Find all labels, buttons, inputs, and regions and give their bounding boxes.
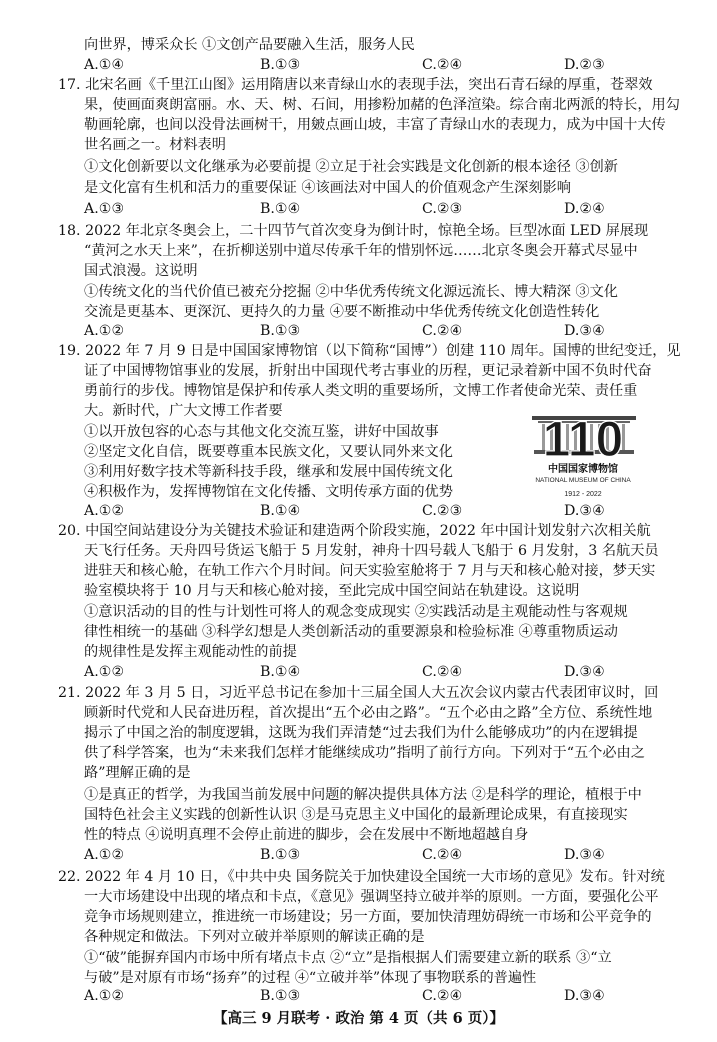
question-stem-line: 20. 中国空间站建设分为关键技术验证和建造两个阶段实施，2022 年中国计划发射六次相关航	[58, 523, 651, 539]
question-stem-line: 世名画之一。材料表明	[84, 137, 226, 153]
answer-options	[84, 987, 684, 1005]
page-footer: 【高三 9 月联考 · 政治 第 4 页（共 6 页）】	[213, 1010, 504, 1027]
option-d: D.②④	[564, 201, 605, 217]
option-b: B.①④	[260, 503, 301, 519]
anniversary-number: 110	[542, 411, 624, 467]
question-stem-line: 大。新时代，广大文博工作者要	[84, 403, 283, 419]
option-b: B.①④	[260, 664, 301, 680]
question-choice-line: 律性相统一的基础 ③科学幻想是人类创新活动的重要源泉和检验标准 ④尊重物质运动	[84, 624, 618, 640]
option-b: B.①④	[260, 201, 301, 217]
museum-cn-name: 中国国家博物馆	[548, 464, 618, 475]
option-d: D.③④	[564, 503, 605, 519]
prev-question-tail: 向世界，博采众长 ①文创产品要融入生活，服务人民	[84, 37, 415, 53]
option-b: B.①③	[260, 57, 301, 73]
question-stem-line: 供了科学答案，也为“未来我们怎样才能继续成功”指明了前行方向。下列对于“五个必由之	[84, 745, 645, 761]
option-c: C.②③	[422, 503, 463, 519]
museum-en-name: NATIONAL MUSEUM OF CHINA	[535, 477, 631, 484]
option-a: A.①②	[84, 988, 125, 1004]
question-choice-line: 与破”是对原有市场“扬弃”的过程 ④“立破并举”体现了事物联系的普遍性	[84, 970, 537, 986]
option-d: D.③④	[564, 323, 605, 339]
question-choice-line: ①是真正的哲学，为我国当前发展中问题的解决提供具体方法 ②是科学的理论，植根于中	[84, 787, 642, 803]
question-stem-line: 各种规定和做法。下列对立破并举原则的解读正确的是	[84, 929, 425, 945]
question-stem-line: 验室模块将于 10 月与天和核心舱对接，至此完成中国空间站在轨建设。这说明	[84, 583, 580, 599]
question-stem-line: 竞争市场规则建立，推进统一市场建设；另一方面，要加快清理妨碍统一市场和公平竞争的	[84, 909, 652, 925]
question-stem-line: 19. 2022 年 7 月 9 日是中国国家博物馆（以下简称“国博”）创建 110 周年。国博的世纪变迁，见	[58, 343, 681, 359]
answer-options	[84, 846, 684, 864]
question-stem-line: 勇前行的步伐。博物馆是保护和传承人类文明的重要场所，文博工作者使命光荣、责任重	[84, 383, 638, 399]
question-choice-line: ①以开放包容的心态与其他文化交流互鉴，讲好中国故事	[84, 424, 439, 440]
question-choice-line: ②坚定文化自信，既要尊重本民族文化，又要认同外来文化	[84, 444, 453, 460]
question-choice-line: 国特色社会主义实践的创新性认识 ③是马克思主义中国化的最新理论成果，有直接现实	[84, 807, 628, 823]
museum-years: 1912 - 2022	[564, 491, 602, 498]
question-stem-line: 顾新时代党和人民奋进历程，首次提出“五个必由之路”。“五个必由之路”全方位、系统性地	[84, 705, 653, 721]
question-stem-line: 路”理解正确的是	[84, 765, 191, 781]
answer-options	[84, 322, 684, 340]
option-c: C.②④	[422, 57, 463, 73]
question-stem-line: 17. 北宋名画《千里江山图》运用隋唐以来青绿山水的表现手法，突出石青石绿的厚重，苍翠效	[58, 77, 653, 93]
option-a: A.①②	[84, 847, 125, 863]
question-stem-line: “黄河之水天上来”，在折柳送别中道尽传承千年的惜别怀远……北京冬奥会开幕式尽显中	[84, 243, 638, 259]
answer-options	[84, 502, 684, 520]
option-c: C.②④	[422, 847, 463, 863]
question-choice-line: ④积极作为，发挥博物馆在文化传播、文明传承方面的优势	[84, 484, 453, 500]
question-stem-line: 天飞行任务。天舟四号货运飞船于 5 月发射，神舟十四号载人飞船于 6 月发射，3 名航天员	[84, 543, 659, 559]
question-choice-line: ①“破”能摒弃国内市场中所有堵点卡点 ②“立”是指根据人们需要建立新的联系 ③“立	[84, 950, 612, 966]
option-c: C.②④	[422, 988, 463, 1004]
question-stem-line: 揭示了中国之治的制度逻辑，这既为我们弄清楚“过去我们为什么能够成功”的内在逻辑提	[84, 725, 638, 741]
question-choice-line: 性的特点 ④说明真理不会停止前进的脚步，会在发展中不断地超越自身	[84, 827, 529, 843]
question-choice-line: ①传统文化的当代价值已被充分挖掘 ②中华优秀传统文化源远流长、博大精深 ③文化	[84, 284, 618, 300]
option-a: A.①③	[84, 201, 125, 217]
question-stem-line: 国式浪漫。这说明	[84, 263, 198, 279]
option-d: D.②③	[564, 57, 605, 73]
question-choice-line: 的规律性是发挥主观能动性的前提	[84, 644, 297, 660]
option-d: D.③④	[564, 988, 605, 1004]
option-a: A.①④	[84, 57, 125, 73]
prev-question-options	[84, 56, 684, 74]
question-stem-line: 一大市场建设中出现的堵点和卡点，《意见》强调坚持立破并举的原则。一方面，要强化公平	[84, 889, 659, 905]
question-choice-line: ③利用好数字技术等新科技手段，继承和发展中国传统文化	[84, 464, 453, 480]
option-a: A.①②	[84, 503, 125, 519]
option-d: D.③④	[564, 847, 605, 863]
question-stem-line: 22. 2022 年 4 月 10 日，《中共中央 国务院关于加快建设全国统一大市场的意见》发布。针对统	[58, 869, 665, 885]
question-stem-line: 证了中国博物馆事业的发展，折射出中国现代考古事业的历程，更记录着新中国不负时代奋	[84, 363, 652, 379]
answer-options	[84, 663, 684, 681]
option-c: C.②③	[422, 201, 463, 217]
option-a: A.①②	[84, 664, 125, 680]
option-b: B.①③	[260, 323, 301, 339]
option-b: B.①③	[260, 988, 301, 1004]
answer-options	[84, 200, 684, 218]
question-choice-line: 是文化富有生机和活力的重要保证 ④该画法对中国人的价值观念产生深刻影响	[84, 180, 571, 196]
option-c: C.②④	[422, 323, 463, 339]
question-stem-line: 21. 2022 年 3 月 5 日，习近平总书记在参加十三届全国人大五次会议内蒙古代表团审议时，回	[58, 685, 659, 701]
national-museum-110-logo	[498, 400, 668, 500]
question-choice-line: 交流是更基本、更深沉、更持久的力量 ④要不断推动中华优秀传统文化创造性转化	[84, 304, 600, 320]
option-a: A.①②	[84, 323, 125, 339]
option-d: D.③④	[564, 664, 605, 680]
question-choice-line: ①意识活动的目的性与计划性可将人的观念变成现实 ②实践活动是主观能动性与客观规	[84, 604, 628, 620]
option-c: C.②④	[422, 664, 463, 680]
question-choice-line: ①文化创新要以文化继承为必要前提 ②立足于社会实践是文化创新的根本途径 ③创新	[84, 159, 618, 175]
question-stem-line: 果，使画面爽朗富丽。水、天、树、石间，用掺粉加赭的色泽渲染。综合南北两派的特长，用勾	[84, 97, 680, 113]
option-b: B.①③	[260, 847, 301, 863]
question-stem-line: 18. 2022 年北京冬奥会上，二十四节气首次变身为倒计时，惊艳全场。巨型冰面 LED 屏展现	[58, 223, 649, 239]
question-stem-line: 进驻天和核心舱，在轨工作六个月时间。问天实验室舱将于 7 月与天和核心舱对接，梦天实	[84, 563, 656, 579]
question-stem-line: 勒画轮廓，也间以没骨法画树干，用皴点画山坡，丰富了青绿山水的表现力，成为中国十大传	[84, 117, 666, 133]
